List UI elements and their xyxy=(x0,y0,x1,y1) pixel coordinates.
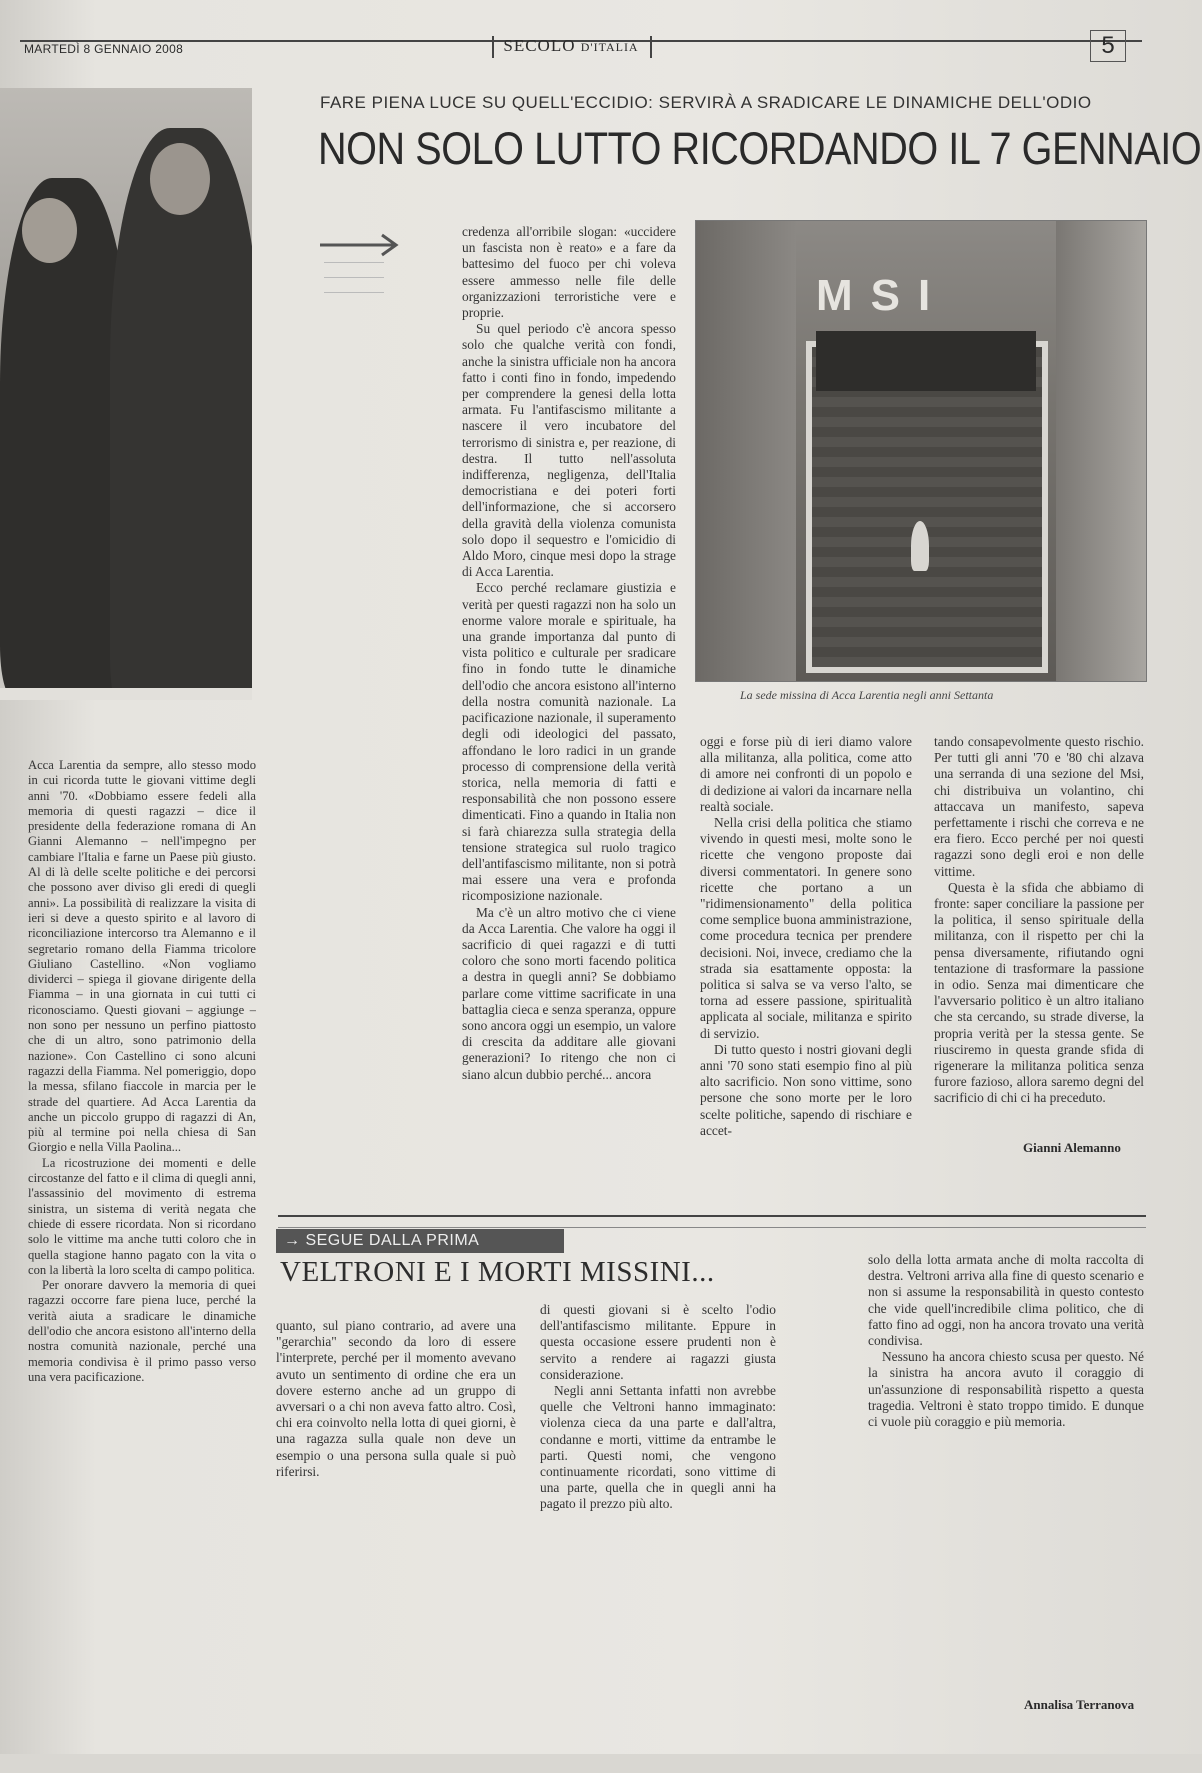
paragraph: quanto, sul piano contrario, ad avere una "gerarchia" secondo da loro di essere l'interprete, perché per il momento avevano avuto un sentimento di ordine che era un dovere esterno anche ad un gruppo di avversari o a chi non aveva fatto altro. Così, chi era coinvolto nella lotta di quei giorni, è una ragazza sulla quale non deve un esempio o una persona sulla quale si può riferirsi. xyxy=(276,1318,516,1479)
second-author-signature: Annalisa Terranova xyxy=(1024,1697,1135,1712)
paragraph: Di tutto questo i nostri giovani degli anni '70 sono stati esempio fino al più alto sacrificio. Non sono vittime, sono persone che sono morte per le loro scelte politiche, sapendo di rischiare e accet- xyxy=(700,1041,912,1138)
article-kicker: FARE PIENA LUCE SU QUELL'ECCIDIO: SERVIRÀ A SRADICARE LE DINAMICHE DELL'ODIO xyxy=(320,93,1092,112)
article-column-fourth xyxy=(934,734,1144,1132)
paragraph: La ricostruzione dei momenti e delle circostanze del fatto e il clima di quegli anni, l'assassinio del movimento di estrema sinistra, un sistema di verità negata che chiede di essere ricordata. Non si ricordano solo le vittime ma anche tutti coloro che in quella stagione hanno pagato con la vita o con la libertà la loro scelta di campo politica. xyxy=(28,1155,256,1277)
masthead-name: SECOLO xyxy=(503,36,576,55)
masthead-subname: D'ITALIA xyxy=(580,40,639,54)
photo-alemanno-visit xyxy=(0,88,252,700)
second-article-column-a xyxy=(276,1318,516,1738)
page-number: 5 xyxy=(1090,30,1126,62)
article-column-middle xyxy=(462,224,676,1144)
msi-sign-text: MSI xyxy=(816,271,949,320)
author-signature: Gianni Alemanno xyxy=(1023,1140,1121,1155)
paragraph: Questa è la sfida che abbiamo di fronte: saper conciliare la passione per la politica, il senso spirituale della militanza, con il rispetto per chi la pensa diversamente, rifiutando ogni tentazione di trasformare la passione in odio. Senza mai dimenticare che l'avversario politico è un altro italiano che sta cercando, su strade diverse, la propria verità per la stessa gente. Se riusciremo in questa grande sfida di rigenerare la militanza politica senza furore fazioso, allora saremo degni del sacrificio di chi ci ha preceduto. xyxy=(934,879,1144,1106)
paragraph: Su quel periodo c'è ancora spesso solo che qualche verità con fondi, anche la sinistra ufficiale non ha ancora fatto i conti fino in fondo, impedendo per comprendere la genesi della lotta armata. Fu l'antifascismo militante a nascere il vero incubatore del terrorismo di sinistra e, per reazione, di destra. Il tutto nell'assoluta indifferenza, negligenza, dell'Italia democristiana e dei poteri forti dell'informazione, che si accorsero della gravità della violenza comunista solo dopo il sequestro e l'omicidio di Aldo Moro, cinque mesi dopo la strage di Acca Larentia. xyxy=(462,321,676,580)
paragraph: Nessuno ha ancora chiesto scusa per questo. Né la sinistra ha ancora avuto il coraggio di un'assunzione di responsabilità rispetto a questa tragedia. Veltroni è stato troppo timido. E dunque ci vuole più coraggio e più memoria. xyxy=(868,1349,1144,1430)
paragraph: oggi e forse più di ieri diamo valore alla militanza, alla politica, come atto di amore nei confronti di un popolo e di dedizione ai valori da incarnare nella realtà sociale. xyxy=(700,734,912,814)
paragraph: solo della lotta armata anche di molta raccolta di destra. Veltroni arriva alla fine di questo scenario e non si assume la responsabilità in questo contesto che vide quell'incredibile clima politico, che di fatto fino ad oggi, non ha ancora trovato una verità condivisa. xyxy=(868,1252,1144,1349)
second-article-column-b xyxy=(540,1302,776,1738)
masthead-divider-right xyxy=(650,36,652,58)
article-column-left xyxy=(28,758,256,1773)
article-column-third xyxy=(700,734,912,1159)
flame-icon xyxy=(911,521,929,571)
second-article-title: VELTRONI E I MORTI MISSINI... xyxy=(280,1256,715,1288)
second-article-column-c xyxy=(868,1252,1144,1692)
article-headline: NON SOLO LUTTO RICORDANDO IL 7 GENNAIO xyxy=(318,123,1202,174)
paragraph: Per onorare davvero la memoria di quei ragazzi occorre fare piena luce, perché la verità aiuta a sradicare le dinamiche dell'odio che ancora esistono all'interno della nostra comunità nazionale, perché una memoria condivisa è il primo passo verso una vera pacificazione. xyxy=(28,1278,256,1384)
photo-msi-headquarters xyxy=(695,220,1147,682)
gray-decorative-lines xyxy=(324,248,394,293)
section-separator xyxy=(278,1215,1146,1228)
paragraph: Negli anni Settanta infatti non avrebbe quelle che Veltroni hanno immaginato: violenza cieca da una parte e dall'altra, condanne e morti, vittime da entrambe le parti. Questi nomi, che vengono continuamente ricordati, sono vittime di una parte, quella che in quegli anni ha pagato il prezzo più alto. xyxy=(540,1383,776,1512)
paragraph: Ecco perché reclamare giustizia e verità per questi ragazzi non ha solo un enorme valore morale e spirituale, ha una grande importanza dal punto di vista politico e culturale per sradicare fino in fondo tutte le dinamiche dell'odio che ancora esistono all'interno della nostra comunità nazionale. La pacificazione nazionale, il superamento degli odi ideologici del passato, affondano le loro radici in un grande processo di comprensione della verità storica, nella memoria di fatti e responsabilità che non possono essere dimenticati. Fino a quando in Italia non si farà chiarezza sulla strategia della tensione strategica sul ruolo tragico dell'antifascismo militante, non si potrà mai essere una vera e profonda ricomposizione nazionale. xyxy=(462,580,676,904)
paragraph: Acca Larentia da sempre, allo stesso modo in cui ricorda tutte le giovani vittime degli anni '70. «Dobbiamo essere fedeli alla memoria di questi ragazzi – dice il presidente della federazione romana di An Gianni Alemanno – nell'impegno per cambiare l'Italia e farne un Paese più giusto. Al di là delle scelte politiche e dei percorsi che possono aver diviso gli eredi di quegli anni». La possibilità di realizzare la visita di ieri si deve a questo spirito e al lavoro di riconciliazione intercorso tra Alemanno e il segretario romano della Fiamma tricolore Giuliano Castellino. «Non vogliamo dividerci – spiega il giovane dirigente della Fiamma – in una giornata in cui tutti ci riconosciamo. Questi giovani – aggiunge – non sono per nessuno un perfino piattosto che di un altro, sono patrimonio della nazione». Con Castellino ci sono alcuni ragazzi della Fiamma. Nel pomeriggio, dopo la messa, sfilano fiaccole in marcia per le strade del quartiere. Ad Acca Larentia da anche un piccolo gruppo di ragazzi di An, più al termine poi nella chiesa di San Giorgio e nella Villa Paolina... xyxy=(28,758,256,1155)
segue-label: → SEGUE DALLA PRIMA xyxy=(276,1229,564,1253)
paragraph: di questi giovani si è scelto l'odio dell'antifascismo militante. Eppure in questa occasione essere prudenti non è servito a rendere ai ragazzi giusta considerazione. xyxy=(540,1302,776,1382)
photo-caption: La sede missina di Acca Larentia negli anni Settanta xyxy=(740,688,994,702)
issue-date: MARTEDÌ 8 GENNAIO 2008 xyxy=(24,42,184,56)
paragraph: Nella crisi della politica che stiamo vivendo in questi mesi, molte sono le ricette che vengono proposte dai diversi commentatori. In genere sono ricette che portano a un "ridimensionamento" della politica come semplice buona amministrazione, come procedura tecnica per prendere decisioni. Noi, invece, crediamo che la strada sia esattamente opposta: la politica si salva se va verso l'alto, se torna ad essere passione, spiritualità applicata al sociale, militanza e spirito di servizio. xyxy=(700,815,912,1041)
paragraph: credenza all'orribile slogan: «uccidere un fascista non è reato» e a fare da battesimo del fuoco per chi voleva essere ammesso nelle file delle organizzazioni terroristiche vere e proprie. xyxy=(462,224,676,321)
paragraph: tando consapevolmente questo rischio. Per tutti gli anni '70 e '80 chi alzava una serranda di una sezione del Msi, chi distribuiva un volantino, chi attaccava un manifesto, sapeva perfettamente i rischi che correva e ne era fiero. Ecco perché per noi questi ragazzi sono degli eroi e non delle vittime. xyxy=(934,734,1144,879)
masthead-title xyxy=(492,36,650,56)
paragraph: Ma c'è un altro motivo che ci viene da Acca Larentia. Che valore ha oggi il sacrificio di quei ragazzi e di tutti coloro che sono morti facendo politica a destra in quegli anni? Se dobbiamo parlare come vittime sacrificate in una battaglia cieca e senza speranza, oppure sono ancora oggi un esempio, un valore di crescita da additare alle giovani generazioni? Io ritengo che non ci siano alcun dubbio perché... ancora xyxy=(462,904,676,1082)
